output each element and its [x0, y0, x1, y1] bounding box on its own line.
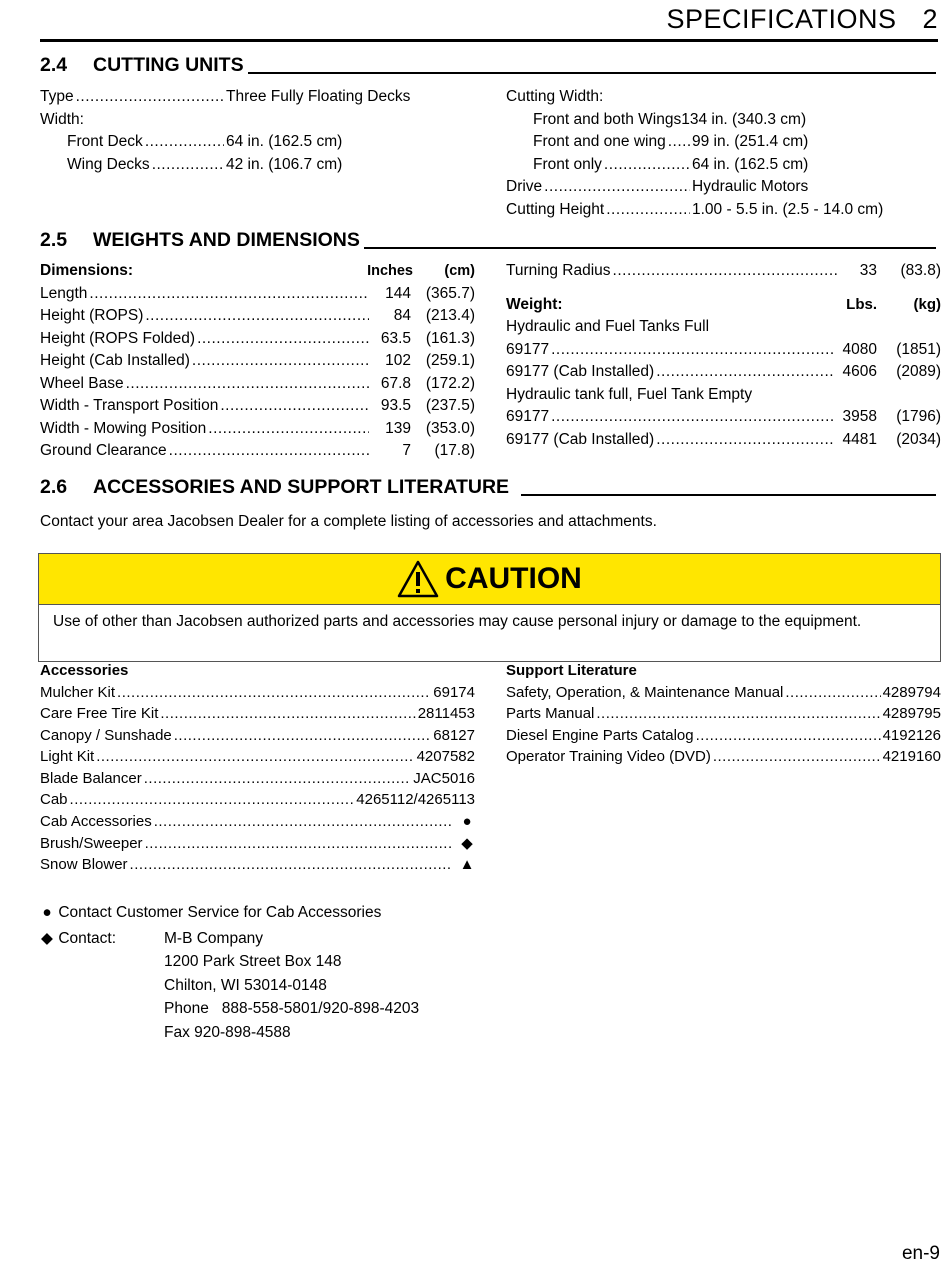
- weight-rows-full: [506, 341, 941, 386]
- spec-value-secondary: (2089): [896, 363, 941, 380]
- cm-header: (cm): [444, 263, 475, 279]
- spec-value: 99 in. (251.4 cm): [692, 133, 809, 150]
- spec-label: Front Deck: [67, 133, 143, 150]
- contact-label: Contact:: [58, 929, 117, 947]
- spec-value: 64 in. (162.5 cm): [692, 155, 809, 173]
- dot-leader: [197, 330, 369, 348]
- spec-label: Width - Mowing Position: [40, 419, 207, 437]
- spec-row: [506, 88, 942, 111]
- section-title: ACCESSORIES AND SUPPORT LITERATURE: [93, 476, 510, 498]
- item-value: 69174: [433, 683, 475, 701]
- section-number: 2.6: [40, 476, 68, 498]
- contact-notes: [40, 901, 419, 1044]
- spec-label: Front and one wing: [533, 133, 666, 150]
- dot-leader: [656, 363, 833, 381]
- item-label: Care Free Tire Kit: [40, 705, 159, 722]
- section-heading-weights: [40, 228, 936, 252]
- dot-leader: [169, 442, 369, 460]
- spec-row: [40, 88, 470, 111]
- dot-leader: [89, 285, 369, 303]
- spec-label: Front only: [533, 155, 602, 173]
- spec-value: 139: [385, 419, 411, 437]
- kg-header: (kg): [913, 295, 941, 313]
- spec-row: [40, 352, 475, 375]
- spec-row: [506, 156, 942, 179]
- spec-value: 42 in. (106.7 cm): [226, 155, 343, 173]
- spec-value-secondary: (2034): [896, 430, 941, 448]
- spec-row: [506, 133, 942, 156]
- item-label: Cab: [40, 791, 68, 808]
- accessories-intro: Contact your area Jacobsen Dealer for a complete listing of accessories and attachments.: [40, 513, 657, 530]
- item-value: 4207582: [416, 748, 475, 765]
- note-text: Contact Customer Service for Cab Accessories: [58, 904, 382, 921]
- dot-leader: [613, 262, 839, 280]
- section-rule: [248, 72, 936, 74]
- dot-leader: [70, 791, 355, 808]
- item-value: 4289794: [882, 683, 941, 701]
- item-label: Light Kit: [40, 748, 95, 765]
- dot-leader: [785, 684, 880, 701]
- item-value: 2811453: [417, 705, 475, 722]
- dot-leader: [208, 420, 369, 438]
- dot-leader: [144, 770, 412, 787]
- spec-value-secondary: (365.7): [425, 284, 475, 302]
- item-value: JAC5016: [413, 769, 475, 787]
- phone-label: Phone: [164, 1000, 209, 1017]
- item-value: 68127: [433, 726, 475, 744]
- circle-icon: ●: [42, 904, 52, 921]
- spec-label: Height (ROPS Folded): [40, 329, 196, 347]
- section-rule: [364, 247, 936, 249]
- header-rule: [40, 39, 938, 42]
- section-heading-accessories: [40, 475, 936, 499]
- page-number: en-9: [901, 1243, 940, 1264]
- spec-value: 7: [402, 442, 411, 459]
- spec-label: Height (Cab Installed): [40, 352, 190, 369]
- spec-value-secondary: (353.0): [425, 419, 475, 437]
- weight-group-label: Hydraulic and Fuel Tanks Full: [506, 318, 710, 335]
- list-item: [506, 727, 941, 749]
- contact-label-cell: [40, 927, 164, 1045]
- spec-row: [40, 420, 475, 443]
- spec-row: [40, 397, 475, 420]
- dot-leader: [551, 341, 833, 359]
- list-item: [40, 748, 475, 770]
- spec-value-secondary: (17.8): [434, 442, 475, 459]
- accessories-list: [40, 662, 475, 877]
- literature-rows: [506, 684, 941, 770]
- phone-number: 888-558-5801/920-898-4203: [221, 1000, 420, 1017]
- spec-row: [40, 156, 470, 179]
- dimensions-title: Dimensions:: [40, 262, 134, 279]
- dot-leader: [174, 727, 432, 744]
- item-label: Safety, Operation, & Maintenance Manual: [506, 683, 784, 701]
- item-value: 4219160: [882, 748, 941, 765]
- item-label: Brush/Sweeper: [40, 835, 143, 852]
- spec-value-secondary: (213.4): [425, 307, 475, 324]
- caution-title: CAUTION: [445, 562, 582, 595]
- section-title: WEIGHTS AND DIMENSIONS: [93, 229, 360, 251]
- spec-value: 4606: [842, 363, 877, 380]
- weight-rows-empty: [506, 408, 941, 453]
- fax-number: Fax 920-898-4588: [164, 1023, 291, 1041]
- item-label: Diesel Engine Parts Catalog: [506, 726, 694, 744]
- page-header: [666, 4, 938, 35]
- diamond-icon: ◆: [41, 929, 53, 947]
- list-item: [506, 705, 941, 727]
- dot-leader: [145, 307, 369, 325]
- section-number: 2.4: [40, 54, 68, 76]
- spec-row: [506, 431, 941, 454]
- list-item: [506, 748, 941, 770]
- spec-value: 33: [859, 262, 877, 279]
- spec-label: Ground Clearance: [40, 442, 167, 459]
- caution-text: Use of other than Jacobsen authorized parts and accessories may cause personal injury or damage to the equipment.: [53, 613, 862, 630]
- item-value: ◆: [461, 835, 473, 852]
- list-item: [40, 813, 475, 835]
- caution-box: [38, 553, 941, 662]
- item-value: ●: [462, 812, 472, 830]
- spec-value: 4481: [842, 430, 877, 448]
- weight-header: [506, 296, 941, 319]
- spec-value: 93.5: [380, 397, 411, 414]
- item-label: Snow Blower: [40, 855, 128, 873]
- item-value: 4192126: [882, 726, 941, 744]
- spec-row: [40, 133, 470, 156]
- spec-value: 67.8: [380, 374, 411, 392]
- dot-leader: [606, 201, 690, 219]
- item-label: Operator Training Video (DVD): [506, 748, 711, 765]
- weight-group-label: Hydraulic tank full, Fuel Tank Empty: [506, 385, 753, 403]
- dimensions-header: [40, 262, 475, 285]
- spec-label: Drive: [506, 178, 543, 195]
- spec-value: 84: [393, 307, 411, 324]
- spec-value: Hydraulic Motors: [692, 178, 809, 195]
- spec-row: [40, 330, 475, 353]
- spec-row: [506, 201, 942, 224]
- spec-row: [40, 111, 470, 134]
- caution-banner: [39, 554, 940, 605]
- dot-leader: [656, 431, 833, 449]
- list-item: [40, 770, 475, 792]
- list-item: [40, 727, 475, 749]
- spec-label: Turning Radius: [506, 262, 611, 279]
- spec-value-secondary: (237.5): [425, 397, 475, 414]
- spec-value: 63.5: [380, 329, 411, 347]
- item-label: Canopy / Sunshade: [40, 726, 172, 744]
- accessories-header: Accessories: [40, 662, 129, 679]
- literature-header: Support Literature: [506, 662, 637, 679]
- dot-leader: [596, 705, 880, 722]
- spec-value: 1.00 - 5.5 in. (2.5 - 14.0 cm): [692, 200, 884, 218]
- list-item: [40, 791, 475, 813]
- dot-leader: [713, 748, 881, 765]
- item-value: ▲: [459, 855, 475, 873]
- dot-leader: [544, 178, 690, 196]
- spec-row: [506, 178, 942, 201]
- weights-table: [506, 262, 941, 453]
- spec-label: 69177 (Cab Installed): [506, 363, 655, 380]
- spec-value: 3958: [842, 408, 877, 425]
- dot-leader: [117, 684, 431, 701]
- dot-leader: [76, 88, 224, 106]
- weight-title: Weight:: [506, 295, 563, 313]
- street-address: 1200 Park Street Box 148: [164, 953, 342, 970]
- spec-row: [506, 111, 942, 134]
- spec-label: Cutting Width:: [506, 88, 604, 105]
- cab-accessories-note: [40, 901, 419, 925]
- contact-block: [40, 927, 419, 1045]
- spec-value: 102: [385, 352, 411, 369]
- list-item: [506, 684, 941, 706]
- list-item: [40, 856, 475, 878]
- dot-leader: [192, 352, 369, 370]
- dot-leader: [160, 705, 415, 722]
- dot-leader: [220, 397, 369, 415]
- dot-leader: [696, 727, 881, 744]
- spec-row: [506, 363, 941, 386]
- dot-leader: [126, 375, 369, 393]
- accessories-rows: [40, 684, 475, 878]
- item-value: 4289795: [882, 705, 941, 722]
- spec-value: 134 in. (340.3 cm): [681, 110, 807, 128]
- spec-row: [40, 375, 475, 398]
- warning-triangle-icon: [397, 560, 439, 598]
- spec-value-secondary: (1796): [896, 408, 941, 425]
- cutting-right-column: [506, 88, 942, 223]
- spec-label: 69177 (Cab Installed): [506, 430, 655, 448]
- contact-address: [164, 927, 419, 1045]
- spec-label: Wing Decks: [67, 155, 150, 173]
- spec-label: Height (ROPS): [40, 307, 144, 324]
- section-number: 2.5: [40, 229, 68, 251]
- dot-leader: [154, 813, 453, 830]
- section-rule: [521, 494, 936, 496]
- spec-label: Width - Transport Position: [40, 397, 219, 414]
- turning-radius-row: [506, 262, 941, 285]
- spec-label: Cutting Height: [506, 200, 605, 218]
- item-value: 4265112/4265113: [356, 791, 475, 808]
- spec-row: [506, 341, 941, 364]
- spec-label: 69177: [506, 340, 550, 358]
- lbs-header: Lbs.: [846, 295, 877, 313]
- dot-leader: [668, 133, 690, 151]
- list-item: [40, 834, 475, 856]
- literature-list: [506, 662, 941, 770]
- dot-leader: [604, 156, 690, 174]
- inches-header: Inches: [367, 263, 413, 279]
- spec-row: [40, 285, 475, 308]
- dot-leader: [130, 856, 453, 873]
- spec-label: Wheel Base: [40, 374, 124, 392]
- spec-value: 144: [385, 284, 411, 302]
- dot-leader: [145, 835, 453, 852]
- dot-leader: [145, 133, 224, 151]
- item-label: Parts Manual: [506, 705, 595, 722]
- list-item: [40, 705, 475, 727]
- cutting-left-column: [40, 88, 470, 178]
- spec-row: [40, 307, 475, 330]
- list-item: [40, 684, 475, 706]
- spec-label: Width:: [40, 110, 84, 128]
- dimensions-rows: [40, 285, 475, 465]
- spec-value: 64 in. (162.5 cm): [226, 133, 343, 150]
- spec-value: 4080: [842, 340, 877, 358]
- item-label: Blade Balancer: [40, 769, 142, 787]
- spec-value-secondary: (161.3): [425, 329, 475, 347]
- dimensions-table: [40, 262, 475, 465]
- spec-value-secondary: (172.2): [425, 374, 475, 392]
- spec-label: 69177: [506, 408, 550, 425]
- spec-row: [40, 442, 475, 465]
- section-title: CUTTING UNITS: [93, 54, 244, 76]
- section-heading-cutting-units: [40, 53, 936, 77]
- spec-value: Three Fully Floating Decks: [226, 88, 411, 105]
- spec-value-secondary: (259.1): [425, 352, 475, 369]
- spec-row: [506, 408, 941, 431]
- dot-leader: [96, 748, 414, 765]
- spec-label: Type: [40, 88, 74, 105]
- item-label: Mulcher Kit: [40, 683, 116, 701]
- spec-label: Front and both Wings: [533, 110, 682, 128]
- item-label: Cab Accessories: [40, 812, 152, 830]
- phone-line: [164, 997, 419, 1021]
- company-name: M-B Company: [164, 929, 264, 947]
- dot-leader: [551, 408, 833, 426]
- header-title: SPECIFICATIONS: [666, 4, 897, 34]
- spec-value-cm: (83.8): [900, 262, 941, 279]
- dot-leader: [152, 156, 224, 174]
- city-state-zip: Chilton, WI 53014-0148: [164, 976, 327, 994]
- spec-label: Length: [40, 284, 88, 302]
- chapter-number: 2: [922, 4, 938, 34]
- spec-value-secondary: (1851): [896, 340, 941, 358]
